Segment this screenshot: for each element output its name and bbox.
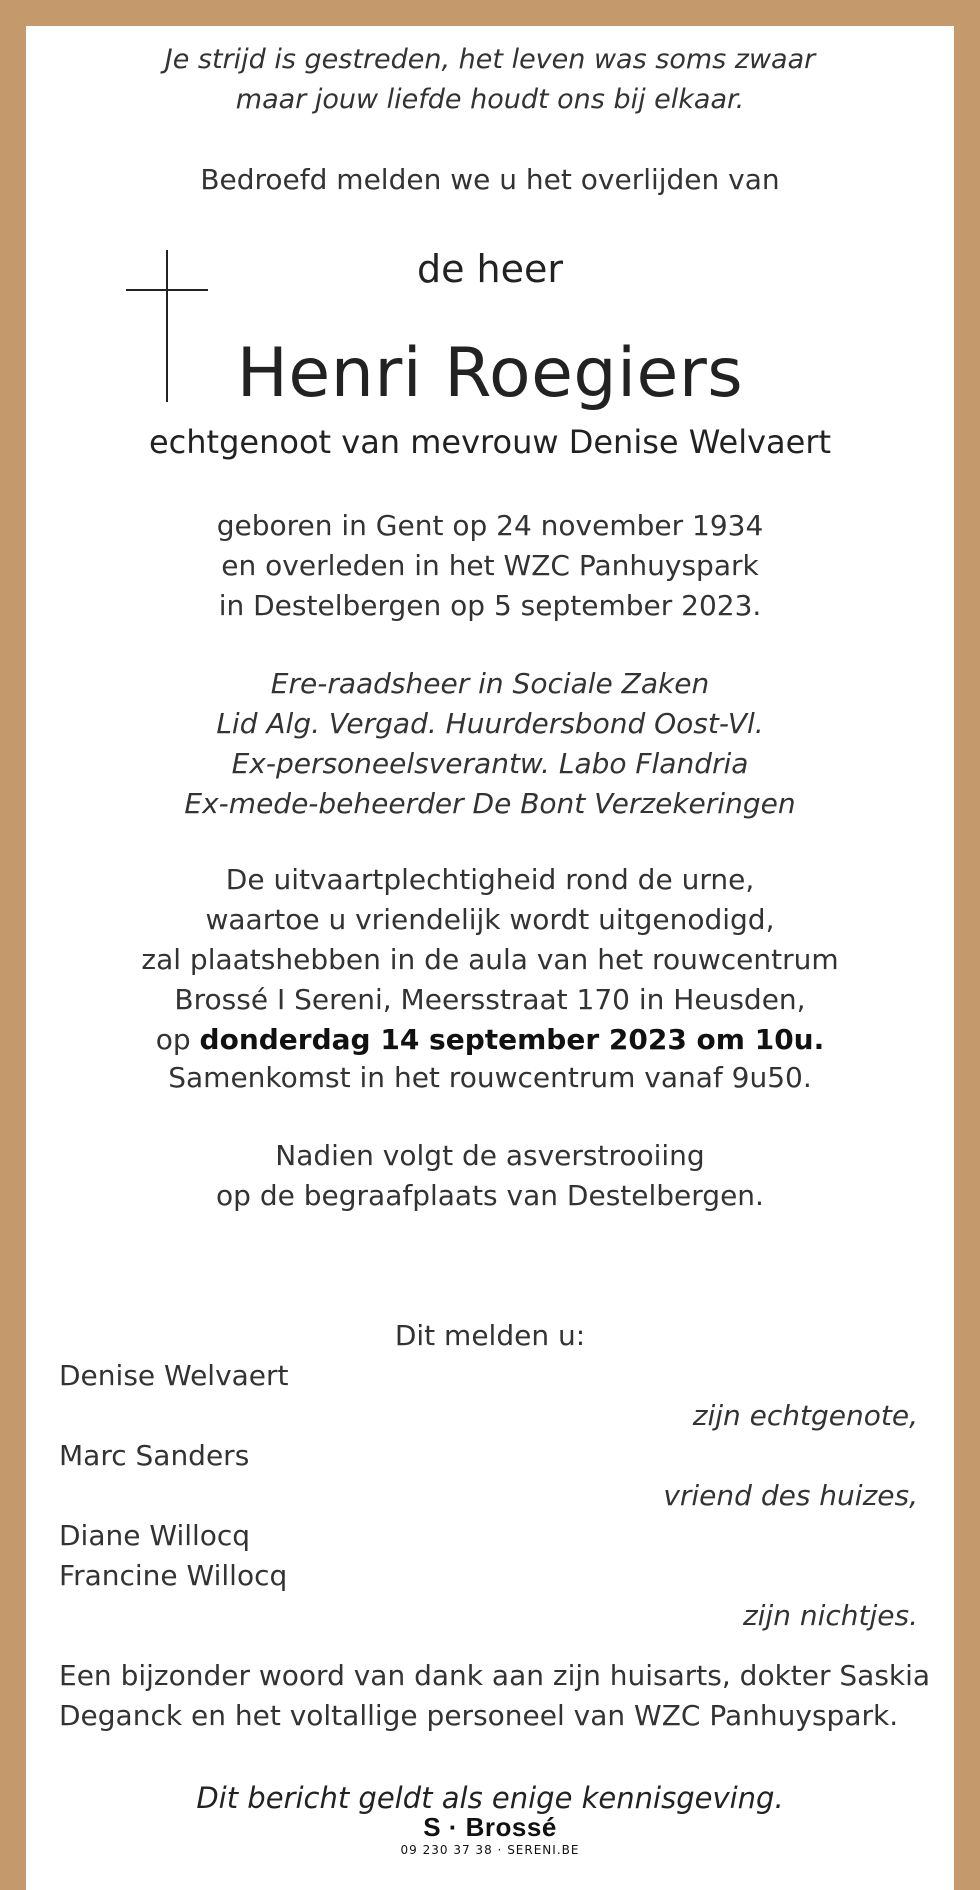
- logo-contact: [0, 1842, 980, 1858]
- ceremony-info: [26, 860, 954, 1060]
- announcer-name: Francine Willocq: [59, 1559, 288, 1592]
- spouse-line: echtgenoot van mevrouw Denise Welvaert: [148, 423, 832, 461]
- honorary-titles: [26, 664, 954, 824]
- funeral-home-logo: [0, 1812, 980, 1858]
- ceremony-date: donderdag 14 september 2023 om 10u.: [199, 1023, 825, 1056]
- intro-text: Bedroefd melden we u het overlijden van: [200, 163, 780, 196]
- ceremony-line: zal plaatshebben in de aula van het rouwcentrum: [141, 943, 839, 976]
- ceremony-date-line: [26, 1020, 954, 1060]
- biography: [26, 506, 954, 626]
- honorific: de heer: [416, 247, 564, 291]
- poem-line: maar jouw liefde houdt ons bij elkaar.: [235, 84, 745, 115]
- announcer-relation: zijn echtgenote,: [692, 1399, 918, 1432]
- ceremony-line: De uitvaartplechtigheid rond de urne,: [225, 863, 755, 896]
- scattering-info: [26, 1136, 954, 1216]
- announcer-relation: vriend des huizes,: [663, 1479, 918, 1512]
- poem: [26, 40, 954, 120]
- ceremony-date-prefix: op: [155, 1023, 200, 1056]
- thanks-line: Deganck en het voltallige personeel van WZC Panhuyspark.: [59, 1699, 899, 1732]
- thanks-text: [59, 1656, 939, 1736]
- logo-mark: S · Brossé: [423, 1812, 557, 1842]
- gathering-info: Samenkomst in het rouwcentrum vanaf 9u50.: [168, 1061, 812, 1094]
- scattering-line: Nadien volgt de asverstrooiing: [275, 1139, 705, 1172]
- obituary-card: [26, 26, 954, 1890]
- phone-number: 09 230 37 38: [400, 1843, 493, 1857]
- announcer-name: Denise Welvaert: [59, 1359, 289, 1392]
- announcers-title: Dit melden u:: [394, 1319, 586, 1352]
- scattering-line: op de begraafplaats van Destelbergen.: [216, 1179, 764, 1212]
- notice-text: Dit bericht geldt als enige kennisgeving.: [196, 1781, 784, 1815]
- deceased-name: Henri Roegiers: [236, 334, 744, 413]
- announcer-name: Marc Sanders: [59, 1439, 250, 1472]
- title-line: Ex-mede-beheerder De Bont Verzekeringen: [184, 787, 796, 820]
- title-line: Ere-raadsheer in Sociale Zaken: [270, 667, 710, 700]
- ceremony-line: waartoe u vriendelijk wordt uitgenodigd,: [205, 903, 775, 936]
- ceremony-line: Brossé I Sereni, Meersstraat 170 in Heusden,: [174, 983, 806, 1016]
- bio-line: in Destelbergen op 5 september 2023.: [218, 589, 762, 622]
- title-line: Ex-personeelsverantw. Labo Flandria: [231, 747, 749, 780]
- contact-separator: ·: [497, 1843, 503, 1857]
- thanks-line: Een bijzonder woord van dank aan zijn huisarts, dokter Saskia: [59, 1659, 931, 1692]
- website-link: SERENI.BE: [507, 1843, 580, 1857]
- bio-line: geboren in Gent op 24 november 1934: [216, 509, 764, 542]
- announcer-name: Diane Willocq: [59, 1519, 251, 1552]
- poem-line: Je strijd is gestreden, het leven was soms zwaar: [164, 44, 816, 75]
- announcer-relation: zijn nichtjes.: [742, 1599, 918, 1632]
- bio-line: en overleden in het WZC Panhuyspark: [221, 549, 759, 582]
- title-line: Lid Alg. Vergad. Huurdersbond Oost-Vl.: [216, 707, 764, 740]
